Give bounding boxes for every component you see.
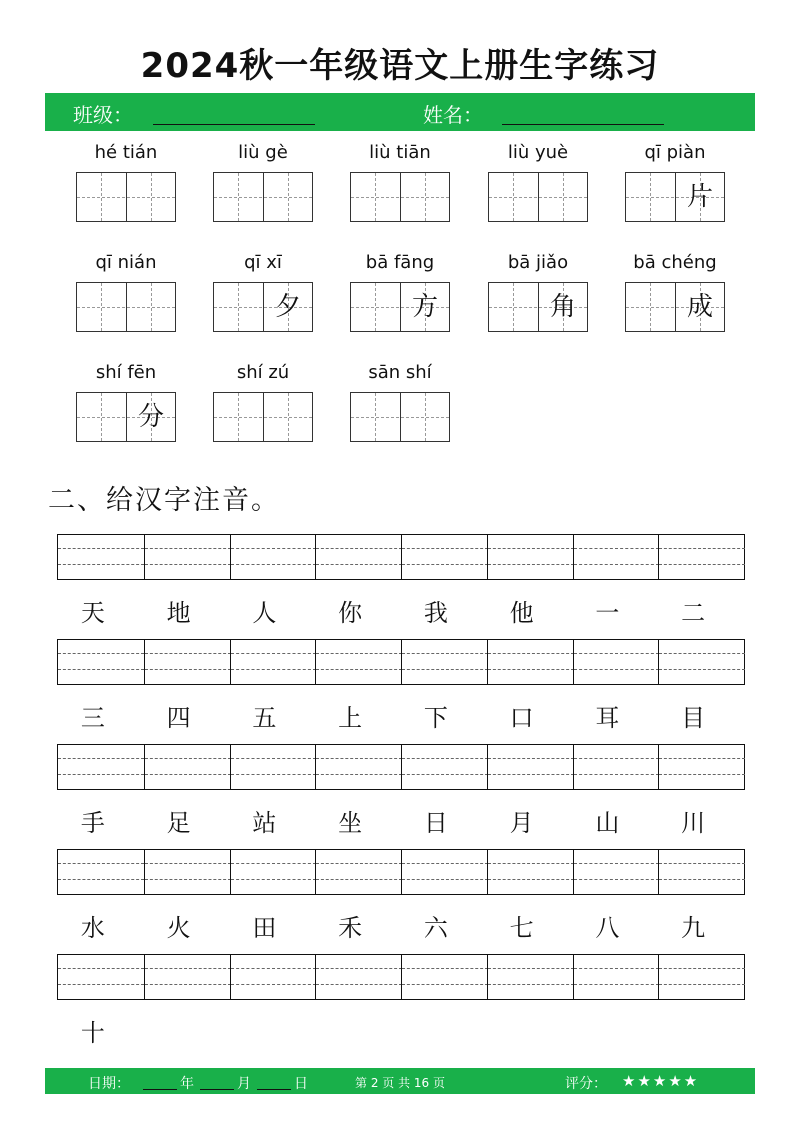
pinyin-cell[interactable]: [573, 955, 660, 999]
pinyin-cell[interactable]: [315, 955, 402, 999]
hanzi-char: [214, 393, 262, 441]
hanzi-item: 下: [423, 704, 448, 732]
grid-cell[interactable]: [263, 283, 312, 331]
pinyin-cell[interactable]: [144, 640, 231, 684]
word-practice-item: [76, 252, 176, 352]
grid-cell[interactable]: [214, 173, 262, 221]
pinyin-cell[interactable]: [487, 955, 574, 999]
hanzi-item: 八: [595, 914, 620, 942]
pinyin-cell[interactable]: [144, 850, 231, 894]
class-label: 班级：: [73, 103, 133, 127]
pinyin-label: shí fēn: [95, 362, 157, 383]
pinyin-label: sān shí: [368, 362, 432, 383]
hanzi-item: 七: [509, 914, 534, 942]
hanzi-char: [401, 173, 449, 221]
hanzi-char: [214, 173, 262, 221]
hanzi-char: [77, 173, 125, 221]
pinyin-cell[interactable]: [58, 535, 144, 579]
pinyin-cell[interactable]: [401, 955, 488, 999]
hanzi-item: 上: [338, 704, 363, 732]
hanzi-char: [539, 173, 587, 221]
grid-cell[interactable]: [400, 173, 449, 221]
class-field[interactable]: [153, 124, 315, 125]
writing-grid[interactable]: [350, 172, 450, 222]
section-2-title: 二、给汉字注音。: [48, 485, 280, 516]
grid-cell[interactable]: [675, 173, 724, 221]
writing-grid[interactable]: [350, 282, 450, 332]
grid-cell[interactable]: [626, 173, 674, 221]
grid-cell[interactable]: [126, 393, 175, 441]
grid-cell[interactable]: [214, 393, 262, 441]
grid-cell[interactable]: [126, 173, 175, 221]
day-field[interactable]: [257, 1089, 291, 1090]
year-field[interactable]: [143, 1089, 177, 1090]
hanzi-char: [351, 173, 399, 221]
pinyin-writing-row[interactable]: [57, 744, 745, 790]
pinyin-cell[interactable]: [573, 640, 660, 684]
grid-cell[interactable]: [400, 283, 449, 331]
grid-cell[interactable]: [351, 393, 399, 441]
hanzi-item: 地: [166, 599, 191, 627]
hanzi-item: 十: [80, 1019, 105, 1047]
pinyin-cell[interactable]: [58, 745, 144, 789]
pinyin-cell[interactable]: [401, 850, 488, 894]
grid-cell[interactable]: [214, 283, 262, 331]
pinyin-cell[interactable]: [230, 535, 317, 579]
pinyin-label: shí zú: [236, 362, 290, 383]
pinyin-cell[interactable]: [58, 955, 144, 999]
grid-cell[interactable]: [400, 393, 449, 441]
hanzi-char: 方: [411, 292, 438, 322]
grid-cell[interactable]: [126, 283, 175, 331]
writing-grid[interactable]: [76, 172, 176, 222]
grid-cell[interactable]: [351, 173, 399, 221]
hanzi-item: 二: [681, 599, 706, 627]
hanzi-char: [127, 283, 175, 331]
pinyin-cell[interactable]: [401, 745, 488, 789]
grid-cell[interactable]: [263, 173, 312, 221]
hanzi-item: 足: [166, 809, 191, 837]
pinyin-cell[interactable]: [573, 535, 660, 579]
pinyin-cell[interactable]: [315, 745, 402, 789]
word-practice-item: [488, 252, 588, 352]
name-field[interactable]: [502, 124, 664, 125]
pinyin-label: liù gè: [238, 142, 288, 163]
pinyin-cell[interactable]: [487, 745, 574, 789]
pinyin-cell[interactable]: [230, 955, 317, 999]
hanzi-item: 川: [681, 809, 706, 837]
hanzi-item: 他: [509, 599, 534, 627]
hanzi-item: 坐: [338, 809, 363, 837]
hanzi-char: [401, 393, 449, 441]
pinyin-cell[interactable]: [230, 745, 317, 789]
hanzi-item: 一: [595, 599, 620, 627]
word-practice-item: [488, 142, 588, 242]
pinyin-label: qī nián: [95, 252, 157, 273]
hanzi-char: [264, 393, 312, 441]
pinyin-label: bā chéng: [633, 252, 717, 273]
word-practice-item: [625, 252, 725, 352]
hanzi-item: 口: [509, 704, 534, 732]
pinyin-cell[interactable]: [230, 640, 317, 684]
word-practice-item: [213, 142, 313, 242]
date-label: 日期：: [88, 1076, 130, 1092]
pinyin-cell[interactable]: [315, 640, 402, 684]
grid-cell[interactable]: [538, 283, 587, 331]
grid-cell[interactable]: [626, 283, 674, 331]
hanzi-item: 目: [681, 704, 706, 732]
writing-grid[interactable]: [488, 172, 588, 222]
hanzi-char: 夕: [274, 292, 301, 322]
hanzi-item: 山: [595, 809, 620, 837]
day-label: 日: [294, 1076, 308, 1092]
month-label: 月: [237, 1076, 251, 1092]
hanzi-char: [77, 393, 125, 441]
pinyin-label: bā jiǎo: [507, 252, 569, 273]
grid-cell[interactable]: [489, 173, 537, 221]
pinyin-cell[interactable]: [573, 745, 660, 789]
pinyin-cell[interactable]: [658, 955, 745, 999]
writing-grid[interactable]: [76, 392, 176, 442]
name-label: 姓名：: [423, 103, 483, 127]
hanzi-char: [127, 173, 175, 221]
pinyin-cell[interactable]: [144, 745, 231, 789]
writing-grid[interactable]: [350, 392, 450, 442]
hanzi-item: 我: [423, 599, 448, 627]
page-info: 第 2 页 共 16 页: [355, 1076, 445, 1090]
pinyin-cell[interactable]: [658, 535, 745, 579]
writing-grid[interactable]: [213, 282, 313, 332]
writing-grid[interactable]: [625, 282, 725, 332]
pinyin-cell[interactable]: [144, 535, 231, 579]
year-label: 年: [180, 1076, 194, 1092]
word-practice-item: [350, 252, 450, 352]
hanzi-item: 火: [166, 914, 191, 942]
score-stars: ★★★★★: [622, 1072, 700, 1090]
hanzi-char: 片: [686, 182, 713, 212]
pinyin-cell[interactable]: [315, 535, 402, 579]
grid-cell[interactable]: [263, 393, 312, 441]
pinyin-cell[interactable]: [401, 535, 488, 579]
pinyin-label: qī piàn: [644, 142, 706, 163]
pinyin-cell[interactable]: [58, 850, 144, 894]
hanzi-item: 月: [509, 809, 534, 837]
word-practice-item: [625, 142, 725, 242]
hanzi-char: [351, 393, 399, 441]
word-practice-item: [213, 252, 313, 352]
hanzi-char: [489, 283, 537, 331]
pinyin-label: liù tiān: [369, 142, 431, 163]
pinyin-cell[interactable]: [230, 850, 317, 894]
hanzi-char: 分: [137, 402, 164, 432]
pinyin-cell[interactable]: [658, 640, 745, 684]
student-info-bar: [45, 93, 755, 131]
word-practice-item: [350, 142, 450, 242]
grid-cell[interactable]: [77, 393, 125, 441]
pinyin-cell[interactable]: [487, 850, 574, 894]
month-field[interactable]: [200, 1089, 234, 1090]
hanzi-char: [351, 283, 399, 331]
grid-cell[interactable]: [538, 173, 587, 221]
hanzi-char: [264, 173, 312, 221]
pinyin-cell[interactable]: [315, 850, 402, 894]
pinyin-cell[interactable]: [487, 640, 574, 684]
pinyin-writing-row[interactable]: [57, 849, 745, 895]
word-practice-item: [76, 142, 176, 242]
pinyin-cell[interactable]: [487, 535, 574, 579]
pinyin-label: bā fāng: [365, 252, 435, 273]
hanzi-item: 手: [80, 809, 105, 837]
hanzi-char: [77, 283, 125, 331]
pinyin-cell[interactable]: [658, 850, 745, 894]
grid-cell[interactable]: [489, 283, 537, 331]
hanzi-item: 禾: [338, 914, 363, 942]
hanzi-item: 耳: [595, 704, 620, 732]
hanzi-char: 角: [549, 292, 576, 322]
grid-cell[interactable]: [77, 173, 125, 221]
pinyin-writing-row[interactable]: [57, 954, 745, 1000]
pinyin-cell[interactable]: [401, 640, 488, 684]
pinyin-cell[interactable]: [144, 955, 231, 999]
pinyin-cell[interactable]: [658, 745, 745, 789]
pinyin-label: hé tián: [94, 142, 158, 163]
grid-cell[interactable]: [77, 283, 125, 331]
hanzi-item: 日: [423, 809, 448, 837]
hanzi-item: 九: [681, 914, 706, 942]
hanzi-item: 五: [252, 704, 277, 732]
pinyin-cell[interactable]: [58, 640, 144, 684]
page-title: 2024秋一年级语文上册生字练习: [140, 46, 660, 86]
hanzi-char: [626, 173, 674, 221]
score-label: 评分：: [565, 1076, 607, 1092]
word-practice-item: [76, 362, 176, 462]
hanzi-item: 你: [338, 599, 363, 627]
hanzi-item: 六: [423, 914, 448, 942]
pinyin-writing-row[interactable]: [57, 639, 745, 685]
hanzi-char: [489, 173, 537, 221]
hanzi-item: 三: [80, 704, 105, 732]
hanzi-char: [214, 283, 262, 331]
word-practice-item: [213, 362, 313, 462]
hanzi-char: [626, 283, 674, 331]
word-practice-item: [350, 362, 450, 462]
grid-cell[interactable]: [675, 283, 724, 331]
hanzi-item: 人: [252, 599, 277, 627]
pinyin-label: liù yuè: [507, 142, 569, 163]
hanzi-item: 天: [80, 599, 105, 627]
pinyin-cell[interactable]: [573, 850, 660, 894]
grid-cell[interactable]: [351, 283, 399, 331]
pinyin-label: qī xī: [244, 252, 282, 273]
writing-grid[interactable]: [213, 172, 313, 222]
writing-grid[interactable]: [625, 172, 725, 222]
pinyin-writing-row[interactable]: [57, 534, 745, 580]
hanzi-item: 站: [252, 809, 277, 837]
writing-grid[interactable]: [213, 392, 313, 442]
writing-grid[interactable]: [488, 282, 588, 332]
hanzi-char: 成: [686, 292, 713, 322]
hanzi-item: 田: [252, 914, 277, 942]
footer-bar: [45, 1068, 755, 1094]
hanzi-item: 四: [166, 704, 191, 732]
writing-grid[interactable]: [76, 282, 176, 332]
hanzi-item: 水: [80, 914, 105, 942]
